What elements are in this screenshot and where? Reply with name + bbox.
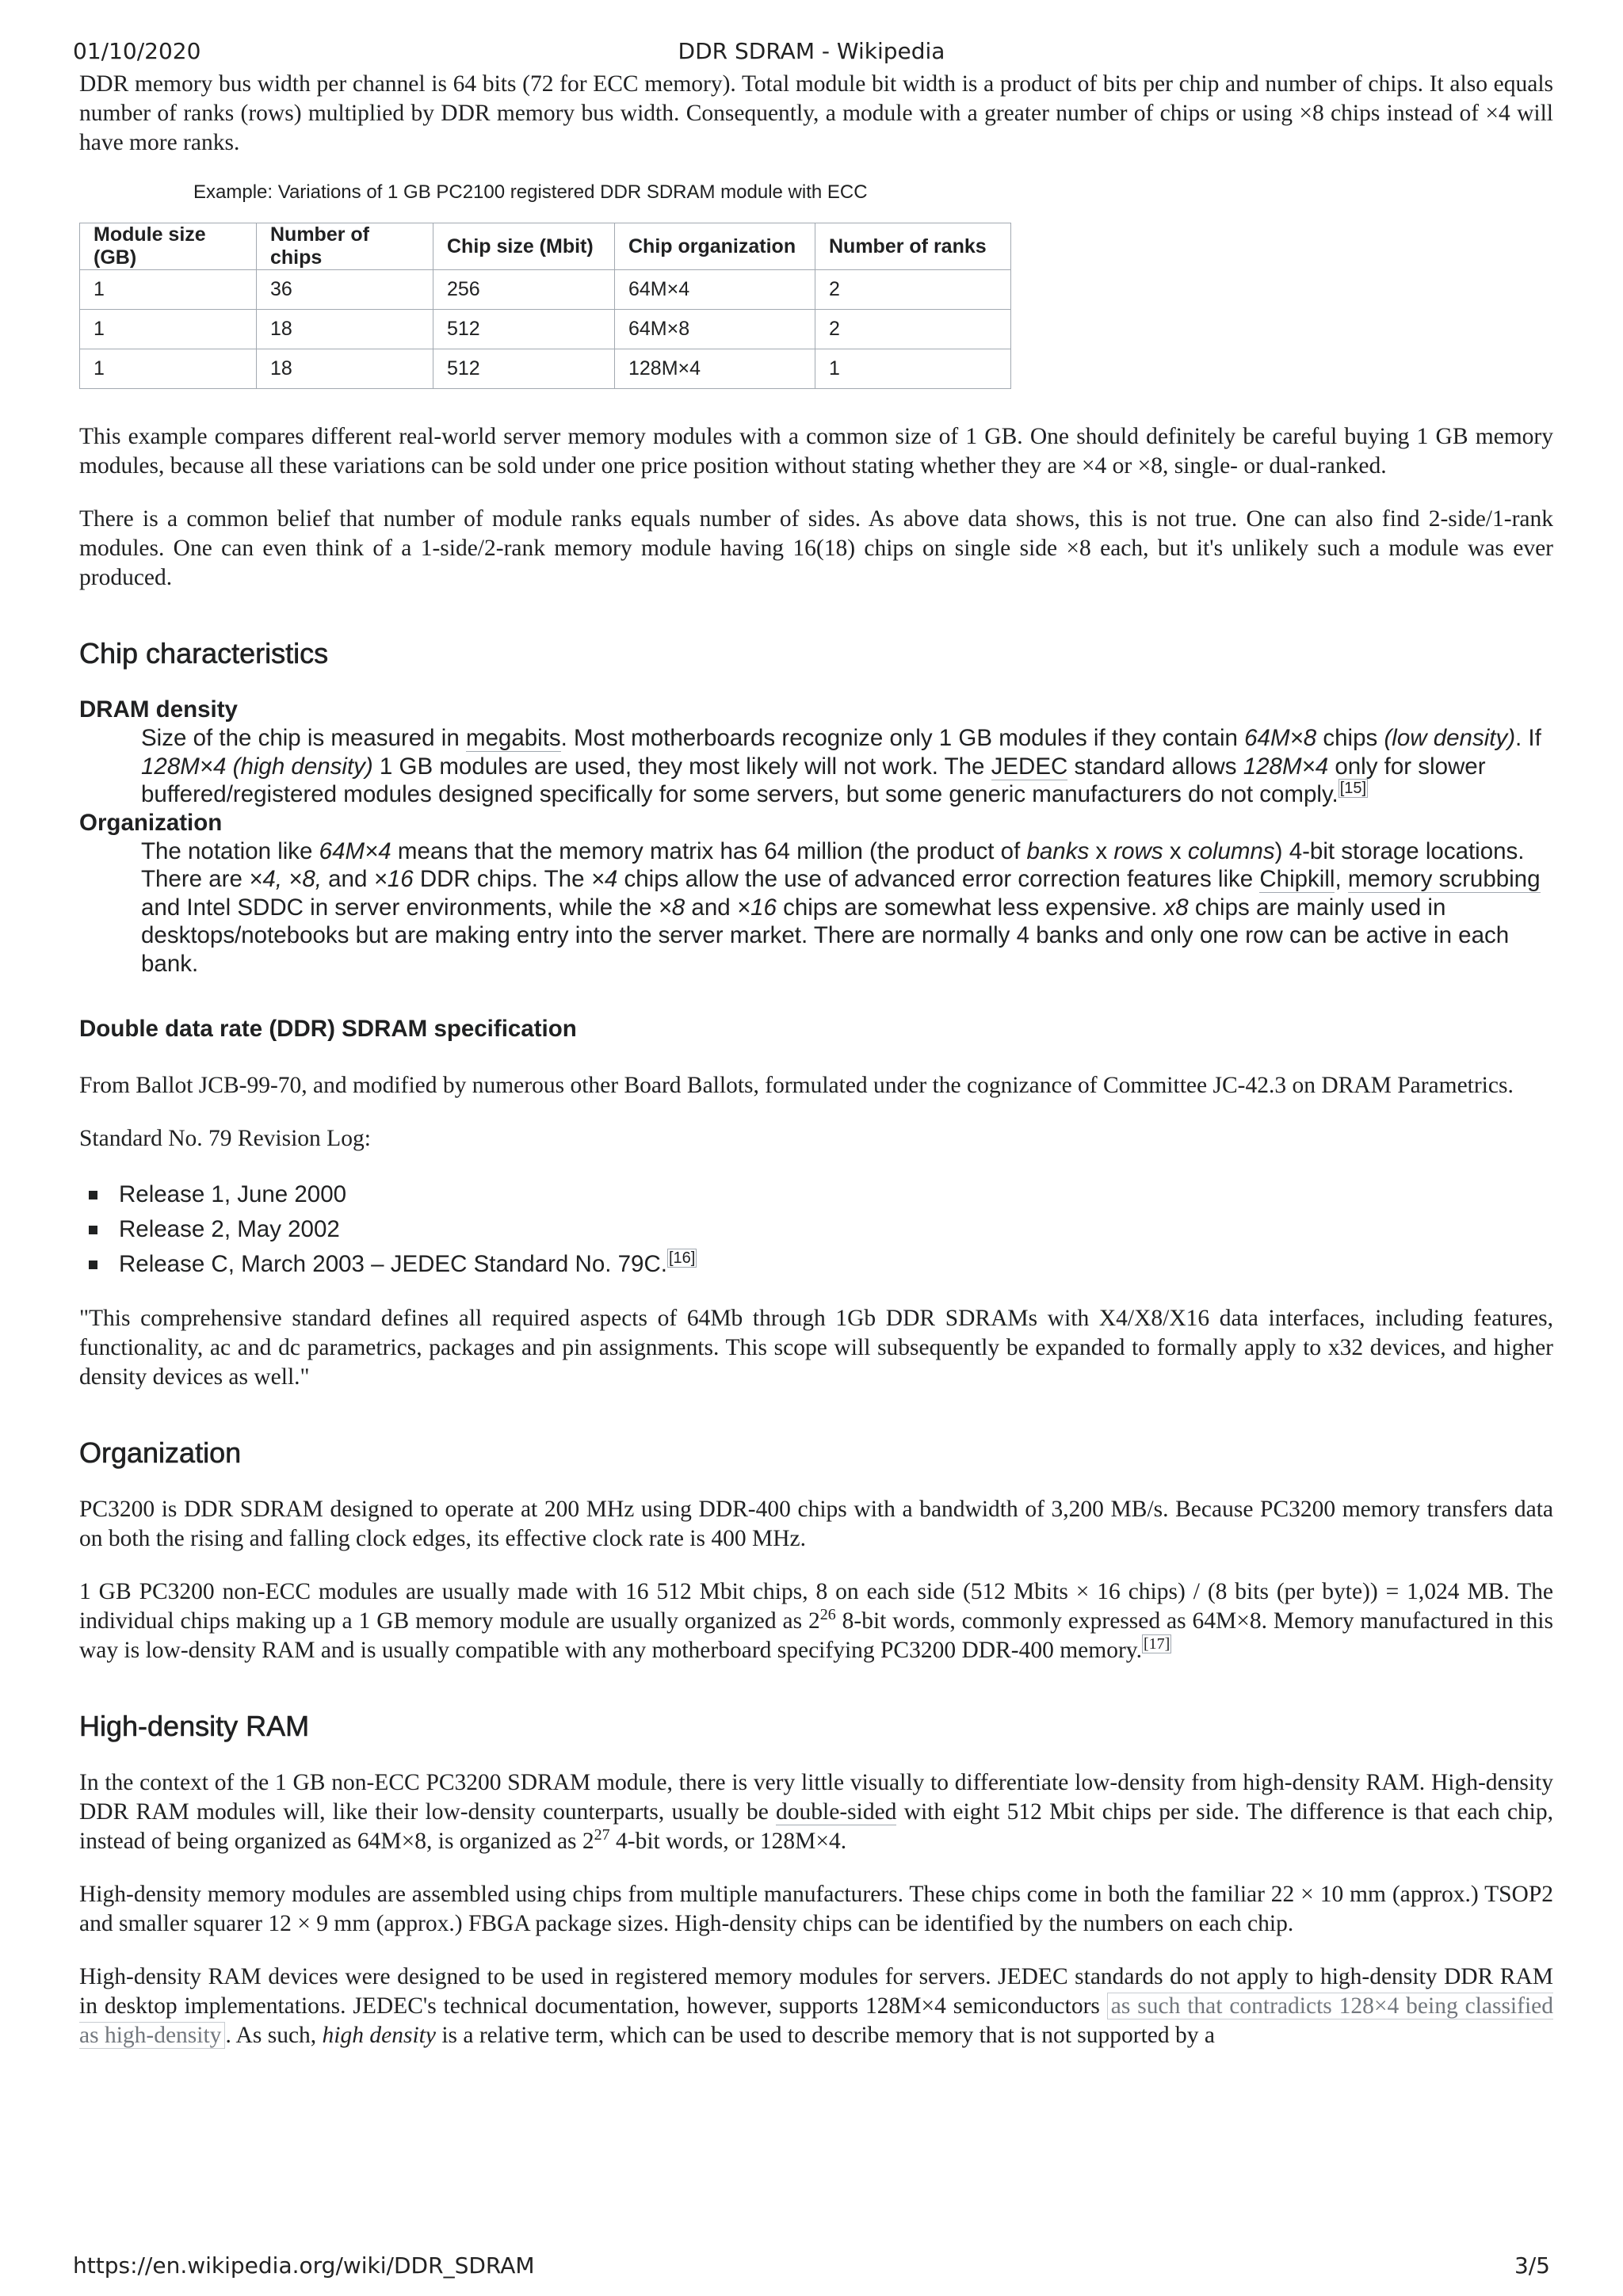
table-cell: 1 [80,270,257,310]
table-cell: 128M×4 [615,349,815,389]
table-cell: 18 [257,310,433,349]
standard-quote: "This comprehensive standard defines all required aspects of 64Mb through 1Gb DDR SDRAMs with X4/X8/X16 data interfaces, including features, functionality, ac and dc parametrics, packages and pin assignments. This scope will subsequently be expanded to formally apply to x32 devices, and higher density devices as well." [79,1306,1553,1390]
print-footer [73,2252,1550,2279]
print-header [73,38,1550,64]
table-caption: Example: Variations of 1 GB PC2100 registered DDR SDRAM module with ECC [193,181,868,203]
link-jedec[interactable]: JEDEC [991,753,1068,780]
definition-organization: The notation like 64M×4 means that the memory matrix has 64 million (the product of banks x rows x columns) 4-bit storage locations. There are ×4, ×8, and ×16 DDR chips. The ×4 chips allow the use of advanced error correction features like Chipkill, memory scrubbing and Intel SDDC in server environments, while the ×8 and ×16 chips are somewhat less expensive. x8 chips are mainly used in desktops/notebooks but are making entry into the server market. There are normally 4 banks and only one row can be active in each bank. [141,837,1541,977]
high-density-paragraph-2: High-density memory modules are assembled using chips from multiple manufacturers. These chips come in both the familiar 22 × 10 mm (approx.) TSOP2 and smaller squarer 12 × 9 mm (approx.) FBGA package sizes. High-density chips can be identified by the numbers on each chip. [79,1882,1553,1936]
column-header: Chip organization [615,223,815,270]
organization-paragraph-2: 1 GB PC3200 non-ECC modules are usually made with 16 512 Mbit chips, 8 on each side (512 Mbits × 16 chips) / (8 bits (per byte)) = 1,024 MB. The individual chips making up a 1 GB memory module are usually organized as $2^{26}$ 8-bit words, commonly expressed as 64M×8. Memory manufactured in this way is low-density RAM and is usually compatible with any motherboard specifying PC3200 DDR-400 memory. [17] [79,1579,1553,1663]
section-heading-ddr-spec: Double data rate (DDR) SDRAM specification [79,1016,577,1042]
high-density-paragraph-1: In the context of the 1 GB non-ECC PC3200 SDRAM module, there is very little visually to differentiate low-density from high-density RAM. High-density DDR RAM modules will, like their low-density counterparts, usually be double-sided with eight 512 Mbit chips per side. The difference is that each chip, instead of being organized as 64M×8, is organized as $2^{27}$ 4-bit words, or 128M×4. [79,1770,1554,1854]
reference-link-17[interactable]: [17] [1143,1635,1170,1653]
module-variations-table [79,223,1011,389]
table-row [80,270,1011,310]
list-item: Release 2, May 2002 [79,1212,1553,1247]
link-megabits[interactable]: megabits [465,725,561,751]
column-header: Number of ranks [815,223,1011,270]
page-number: 3/5 [1514,2252,1550,2279]
revision-log-label: Standard No. 79 Revision Log: [79,1126,371,1151]
table-cell: 36 [257,270,433,310]
print-date: 01/10/2020 [73,38,201,64]
table-cell: 18 [257,349,433,389]
inline-note: as such that contradicts 128×4 being classified as high-density [79,1993,1553,2048]
section-heading-chip-characteristics: Chip characteristics [79,637,329,669]
belief-paragraph: There is a common belief that number of module ranks equals number of sides. As above data shows, this is not true. One can also find 2-side/1-rank modules. One can even think of a 1-side/2-rank memory module having 16(18) chips on single side ×8 each, but it's unlikely such a module was ever produced. [79,506,1553,590]
table-header-row [80,223,1011,270]
table-cell: 1 [80,349,257,389]
high-density-paragraph-3: High-density RAM devices were designed to be used in registered memory modules for servers. JEDEC standards do not apply to high-density DDR RAM in desktop implementations. JEDEC's technical documentation, however, supports 128M×4 semiconductors as such that contradicts 128×4 being classified as high-density . As such, high density is a relative term, which can be used to describe memory that is not supported by a [79,1964,1553,2048]
table-cell: 2 [815,270,1011,310]
table-cell: 512 [433,310,615,349]
list-item: Release C, March 2003 – JEDEC Standard No. 79C. [16] [79,1247,1553,1282]
revision-log-list [79,1177,1553,1282]
table-cell: 1 [80,310,257,349]
organization-paragraph-1: PC3200 is DDR SDRAM designed to operate at 200 MHz using DDR-400 chips with a bandwidth of 3,200 MB/s. Because PC3200 memory transfers data on both the rising and falling clock edges, its effective clock rate is 400 MHz. [79,1497,1553,1551]
list-item: Release 1, June 2000 [79,1177,1553,1212]
ballot-paragraph: From Ballot JCB-99-70, and modified by numerous other Board Ballots, formulated under the cognizance of Committee JC-42.3 on DRAM Parametrics. [79,1073,1514,1098]
column-header: Module size (GB) [80,223,257,270]
reference-link-16[interactable]: [16] [668,1249,696,1268]
term-dram-density: DRAM density [79,696,238,723]
link-memory-scrubbing[interactable]: memory scrubbing [1347,866,1541,892]
table-cell: 1 [815,349,1011,389]
example-paragraph: This example compares different real-world server memory modules with a common size of 1 GB. One should definitely be careful buying 1 GB memory modules, because all these variations can be sold under one price position without stating whether they are ×4 or ×8, single- or dual-ranked. [79,424,1553,479]
link-chipkill[interactable]: Chipkill [1259,866,1335,892]
table-cell: 64M×4 [615,270,815,310]
table-row [80,310,1011,349]
section-heading-high-density-ram: High-density RAM [79,1710,310,1742]
table-cell: 256 [433,270,615,310]
definition-dram-density: Size of the chip is measured in megabits. Most motherboards recognize only 1 GB modules if they contain 64M×8 chips (low density). If 128M×4 (high density) 1 GB modules are used, they most likely will not work. The JEDEC standard allows 128M×4 only for slower buffered/registered modules designed specifically for some servers, but some generic manufacturers do not comply. [15] [141,725,1541,807]
table-cell: 2 [815,310,1011,349]
column-header: Chip size (Mbit) [433,223,615,270]
page-url: https://en.wikipedia.org/wiki/DDR_SDRAM [73,2252,535,2279]
column-header: Number of chips [257,223,433,270]
chip-characteristics-list [79,696,1553,978]
section-heading-organization: Organization [79,1436,242,1469]
table-row [80,349,1011,389]
table-cell: 64M×8 [615,310,815,349]
table-cell: 512 [433,349,615,389]
term-organization: Organization [79,809,223,836]
reference-link-15[interactable]: [15] [1339,780,1367,798]
intro-paragraph: DDR memory bus width per channel is 64 bits (72 for ECC memory). Total module bit width is a product of bits per chip and number of chips. It also equals number of ranks (rows) multiplied by DDR memory bus width. Consequently, a module with a greater number of chips or using ×8 chips instead of ×4 will have more ranks. [79,71,1553,155]
link-double-sided[interactable]: double-sided [776,1799,897,1825]
print-page-title: DDR SDRAM - Wikipedia [678,38,945,64]
article-content [79,70,1553,2074]
